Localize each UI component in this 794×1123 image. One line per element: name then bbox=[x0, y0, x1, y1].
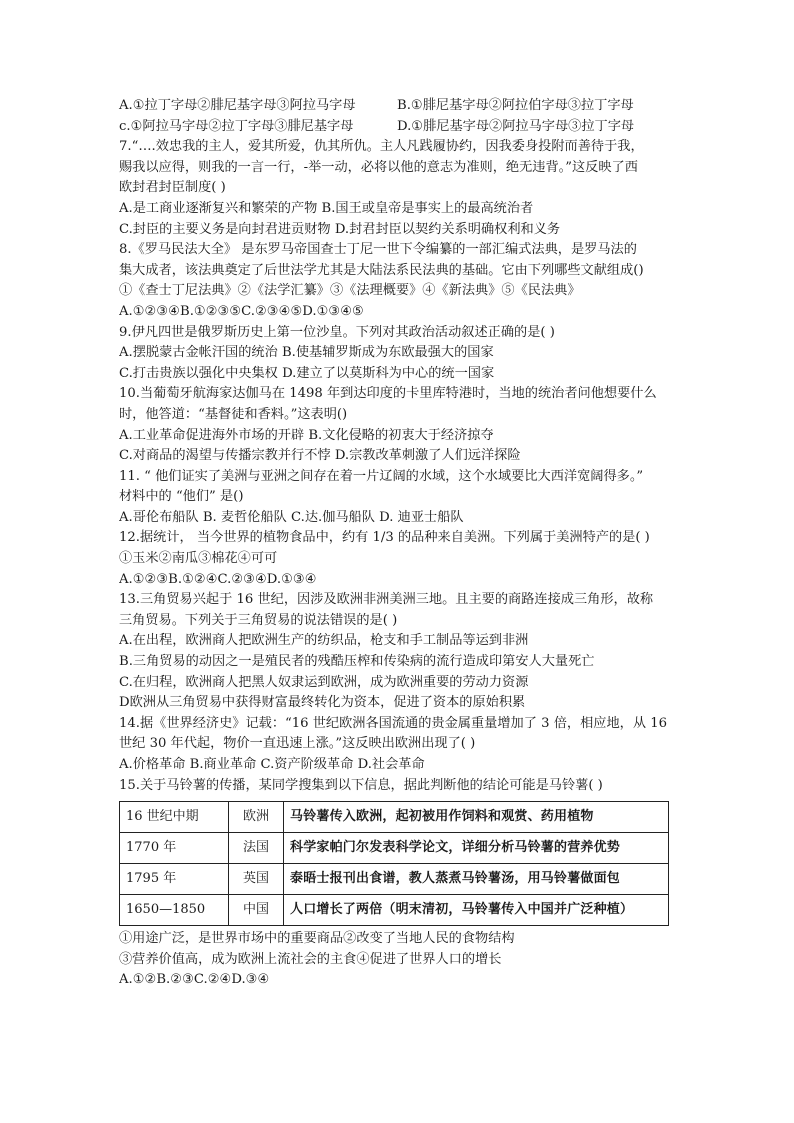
q9-option-line: C.打击贵族以强化中央集权 D.建立了以莫斯科为中心的统一国家 bbox=[119, 365, 495, 381]
q7-option-line: C.封臣的主要义务是向封君进贡财物 D.封君封臣以契约关系明确权利和义务 bbox=[119, 221, 561, 237]
q10-stem-line: 时，他答道：“基督徒和香料。”这表明() bbox=[119, 406, 348, 422]
table-cell-event: 科学家帕门尔发表科学论文，详细分析马铃薯的营养优势 bbox=[284, 833, 669, 864]
table-cell-period: 1650—1850 bbox=[120, 895, 229, 926]
q13-option-line: A.在出程，欧洲商人把欧洲生产的纺织品，枪支和手工制品等运到非洲 bbox=[119, 633, 529, 649]
q7-stem-line: 7.“….效忠我的主人，爱其所爱，仇其所仇。主人凡践履协约，因我委身投附而善待于我， bbox=[119, 139, 644, 155]
q15-choice-line: ①用途广泛，是世界市场中的重要商品②改变了当地人民的食物结构 bbox=[119, 931, 515, 947]
table-cell-place: 英国 bbox=[229, 864, 284, 895]
question-9 bbox=[119, 323, 679, 385]
q6-option-d: D.①腓尼基字母②阿拉马字母③拉丁字母 bbox=[397, 118, 635, 134]
q8-stem-line: ①《查士丁尼法典》②《法学汇纂》③《法理概要》④《新法典》⑤《民法典》 bbox=[119, 283, 581, 299]
q12-option-line: A.①②③B.①②④C.②③④D.①③④ bbox=[119, 571, 317, 587]
q14-option-line: A.价格革命 B.商业革命 C.资产阶级革命 D.社会革命 bbox=[119, 757, 425, 772]
q11-option-line: A.哥伦布船队 B. 麦哲伦船队 C.达.伽马船队 D. 迪亚士船队 bbox=[119, 509, 464, 525]
q13-stem-line: 三角贸易。下列关于三角贸易的说法错误的是( ) bbox=[119, 612, 398, 628]
potato-spread-table bbox=[119, 801, 669, 926]
q10-stem-line: 10.当葡萄牙航海家达伽马在 1498 年到达印度的卡里库特港时，当地的统治者问他想要什么 bbox=[119, 386, 657, 402]
q13-option-line: C.在归程，欧洲商人把黑人奴隶运到欧洲，成为欧洲重要的劳动力资源 bbox=[119, 674, 529, 690]
table-cell-event: 泰晤士报刊出食谱，教人蒸煮马铃薯汤，用马铃薯做面包 bbox=[284, 864, 669, 895]
table-cell-event: 马铃薯传入欧洲，起初被用作饲料和观赏、药用植物 bbox=[284, 802, 669, 833]
question-13 bbox=[119, 590, 679, 714]
q6-options-row-1 bbox=[119, 96, 679, 117]
q13-option-line: D欧洲从三角贸易中获得财富最终转化为资本，促进了资本的原始积累 bbox=[119, 695, 526, 711]
table-row bbox=[120, 864, 669, 895]
q15-stem-line: 15.关于马铃薯的传播，某同学搜集到以下信息，据此判断他的结论可能是马铃薯( ) bbox=[119, 777, 603, 793]
table-cell-place: 欧洲 bbox=[229, 802, 284, 833]
q10-option-line: A.工业革命促进海外市场的开辟 B.文化侵略的初衷大于经济掠夺 bbox=[119, 427, 494, 443]
table-row bbox=[120, 802, 669, 833]
table-cell-period: 1770 年 bbox=[120, 833, 229, 864]
question-10 bbox=[119, 384, 679, 466]
q6-options-row-2 bbox=[119, 117, 679, 138]
q13-option-line: B.三角贸易的动因之一是殖民者的残酷压榨和传染病的流行造成印第安人大量死亡 bbox=[119, 654, 595, 670]
question-12 bbox=[119, 528, 679, 590]
question-15 bbox=[119, 776, 679, 991]
q14-stem-line: 14.据《世界经济史》记载：“16 世纪欧洲各国流通的贵金属重量增加了 3 倍，相应地，从 16 bbox=[119, 715, 667, 731]
table-cell-period: 1795 年 bbox=[120, 864, 229, 895]
question-11 bbox=[119, 467, 679, 529]
question-8 bbox=[119, 240, 679, 322]
q15-choice-line: ③营养价值高，成为欧洲上流社会的主食④促进了世界人口的增长 bbox=[119, 951, 502, 967]
q8-stem-line: 集大成者，该法典奠定了后世法学尤其是大陆法系民法典的基础。它由下列哪些文献组成() bbox=[119, 262, 644, 278]
q11-stem-line: 材料中的 “他们” 是() bbox=[119, 489, 244, 505]
question-7 bbox=[119, 137, 679, 240]
q9-option-line: A.摆脱蒙古金帐汗国的统治 B.使基辅罗斯成为东欧最强大的国家 bbox=[119, 345, 494, 361]
q6-option-c: c.①阿拉马字母②拉丁字母③腓尼基字母 bbox=[119, 118, 354, 134]
q7-stem-line: 赐我以应得，则我的一言一行，-举一动，必将以他的意志为准则，绝无违背。”这反映了西 bbox=[119, 159, 638, 175]
q12-stem-line: 12.据统计， 当今世界的植物食品中，约有 1/3 的品种来自美洲。下列属于美洲特产的是( ) bbox=[119, 530, 650, 546]
q8-stem-line: 8.《罗马民法大全》 是东罗马帝国查士丁尼一世下令编纂的一部汇编式法典，是罗马法的 bbox=[119, 242, 637, 258]
q6-option-b: B.①腓尼基字母②阿拉伯字母③拉丁字母 bbox=[397, 98, 634, 113]
table-cell-place: 法国 bbox=[229, 833, 284, 864]
question-14 bbox=[119, 714, 679, 776]
q8-option-line: A.①②③④B.①②③⑤C.②③④⑤D.①③④⑤ bbox=[119, 303, 364, 319]
table-row bbox=[120, 833, 669, 864]
exam-content bbox=[119, 96, 679, 991]
q15-option-line: A.①②B.②③C.②④D.③④ bbox=[119, 972, 270, 988]
table-cell-period: 16 世纪中期 bbox=[120, 802, 229, 833]
q6-option-a: A.①拉丁字母②腓尼基字母③阿拉马字母 bbox=[119, 98, 356, 113]
q7-option-line: A.是工商业逐渐复兴和繁荣的产物 B.国王或皇帝是事实上的最高统治者 bbox=[119, 200, 534, 216]
q11-stem-line: 11. “ 他们证实了美洲与亚洲之间存在着一片辽阔的水域，这个水域要比大西洋宽阔得多。” bbox=[119, 468, 644, 484]
q9-stem-line: 9.伊凡四世是俄罗斯历史上第一位沙皇。下列对其政治活动叙述正确的是( ) bbox=[119, 324, 555, 340]
table-row bbox=[120, 895, 669, 926]
table-cell-event: 人口增长了两倍（明末清初，马铃薯传入中国并广泛种植） bbox=[284, 895, 669, 926]
q7-stem-line: 欧封君封臣制度( ) bbox=[119, 180, 226, 196]
table-cell-place: 中国 bbox=[229, 895, 284, 926]
q14-stem-line: 世纪 30 年代起，物价一直迅速上涨。”这反映出欧洲出现了( ) bbox=[119, 736, 476, 752]
q10-option-line: C.对商品的渴望与传播宗教并行不悖 D.宗教改革刺激了人们远洋探险 bbox=[119, 448, 521, 464]
q13-stem-line: 13.三角贸易兴起于 16 世纪，因涉及欧洲非洲美洲三地。且主要的商路连接成三角形，故称 bbox=[119, 592, 654, 608]
q12-stem-line: ①玉米②南瓜③棉花④可可 bbox=[119, 551, 278, 567]
